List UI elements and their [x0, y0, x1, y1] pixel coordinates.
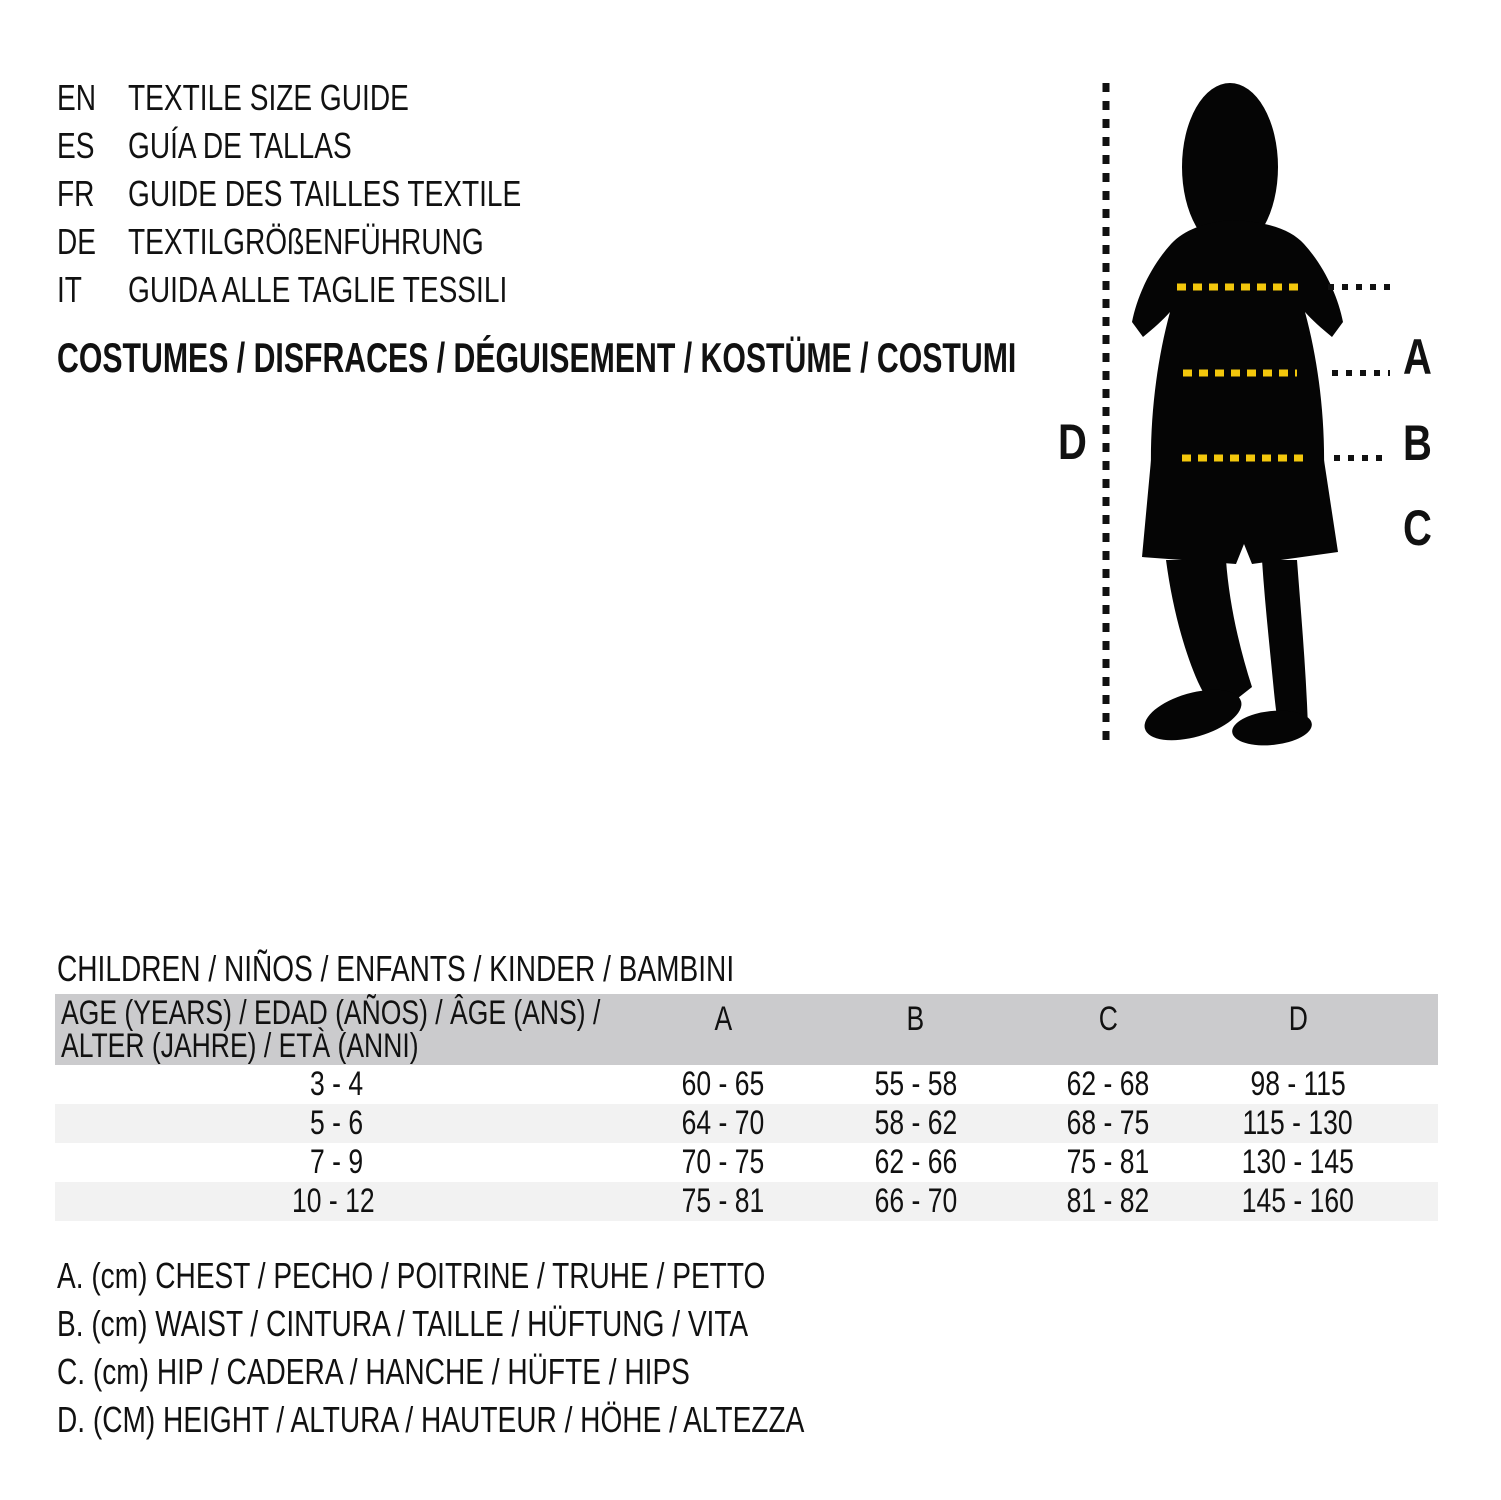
language-title-list: [57, 74, 632, 314]
measure-label-b: B: [1403, 415, 1432, 471]
chest-range: 75 - 81: [681, 1182, 765, 1220]
measure-label-d: D: [1058, 414, 1087, 470]
column-header-spacer: [1393, 994, 1438, 1065]
chest-range: 64 - 70: [681, 1104, 765, 1142]
age-range: 3 - 4: [310, 1065, 364, 1103]
measure-label-c: C: [1403, 500, 1432, 556]
column-header-c: C: [1013, 994, 1203, 1065]
language-row: [57, 266, 632, 314]
legend-line-chest: A. (cm) CHEST / PECHO / POITRINE / TRUHE / PETTO: [57, 1255, 766, 1296]
language-row: [57, 170, 632, 218]
guide-title: GUÍA DE TALLAS: [128, 125, 352, 166]
measurement-legend: [57, 1252, 1015, 1444]
table-row: [55, 1104, 1438, 1143]
hip-range: 75 - 81: [1066, 1143, 1150, 1181]
table-row: [55, 1065, 1438, 1104]
height-range: 115 - 130: [1242, 1104, 1354, 1142]
category-line: COSTUMES / DISFRACES / DÉGUISEMENT / KOSTÜME / COSTUMI: [57, 334, 1017, 381]
measure-label-a: A: [1403, 329, 1432, 385]
age-range: 7 - 9: [310, 1143, 364, 1181]
guide-title: TEXTILE SIZE GUIDE: [128, 77, 409, 118]
age-column-header: AGE (YEARS) / EDAD (AÑOS) / ÂGE (ANS) / ALTER (JAHRE) / ETÀ (ANNI): [55, 994, 628, 1065]
child-silhouette-icon: [1132, 83, 1343, 750]
table-row: [55, 1143, 1438, 1182]
hip-range: 81 - 82: [1066, 1182, 1150, 1220]
hip-range: 62 - 68: [1066, 1065, 1150, 1103]
section-title: CHILDREN / NIÑOS / ENFANTS / KINDER / BAMBINI: [57, 948, 735, 989]
guide-title: TEXTILGRÖßENFÜHRUNG: [128, 221, 484, 262]
language-code: FR: [57, 173, 95, 214]
hip-range: 68 - 75: [1066, 1104, 1150, 1142]
language-code: EN: [57, 77, 97, 118]
legend-line-hip: C. (cm) HIP / CADERA / HANCHE / HÜFTE / HIPS: [57, 1351, 690, 1392]
language-code: IT: [57, 269, 82, 310]
age-range: 10 - 12: [291, 1182, 375, 1220]
chest-range: 70 - 75: [681, 1143, 765, 1181]
language-row: [57, 74, 632, 122]
measurement-diagram: [1058, 70, 1480, 770]
waist-range: 55 - 58: [874, 1065, 957, 1103]
table-header-row: [55, 994, 1438, 1065]
waist-range: 66 - 70: [874, 1182, 957, 1220]
language-code: ES: [57, 125, 95, 166]
table-row: [55, 1182, 1438, 1221]
language-code: DE: [57, 221, 97, 262]
language-row: [57, 218, 632, 266]
language-row: [57, 122, 632, 170]
waist-range: 62 - 66: [874, 1143, 957, 1181]
column-header-a: A: [628, 994, 818, 1065]
guide-title: GUIDA ALLE TAGLIE TESSILI: [128, 269, 508, 310]
height-range: 145 - 160: [1241, 1182, 1355, 1220]
height-range: 130 - 145: [1241, 1143, 1355, 1181]
waist-range: 58 - 62: [874, 1104, 957, 1142]
age-range: 5 - 6: [310, 1104, 364, 1142]
column-header-d: D: [1203, 994, 1393, 1065]
chest-range: 60 - 65: [681, 1065, 765, 1103]
column-header-b: B: [818, 994, 1013, 1065]
size-table: [55, 994, 1438, 1221]
legend-line-height: D. (CM) HEIGHT / ALTURA / HAUTEUR / HÖHE / ALTEZZA: [57, 1399, 805, 1440]
guide-title: GUIDE DES TAILLES TEXTILE: [128, 173, 522, 214]
legend-line-waist: B. (cm) WAIST / CINTURA / TAILLE / HÜFTUNG / VITA: [57, 1303, 749, 1344]
height-range: 98 - 115: [1250, 1065, 1346, 1103]
